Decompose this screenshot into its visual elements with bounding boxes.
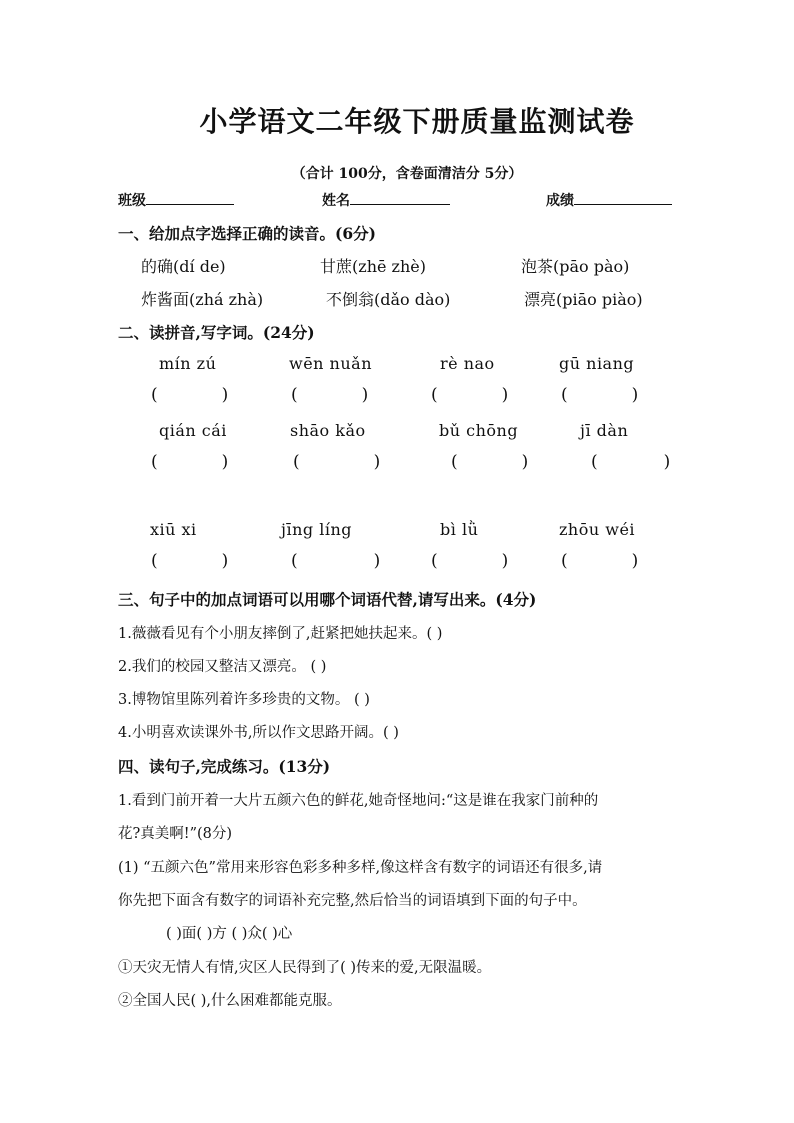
score-label: 成绩 — [546, 193, 574, 209]
answer-box-2[interactable]: ( ) — [291, 385, 369, 405]
s1-item-5 — [326, 287, 450, 310]
s1-word: 不倒翁 — [326, 290, 375, 309]
pinyin-2: wēn nuǎn — [289, 354, 373, 373]
pinyin-8: jī dàn — [580, 421, 629, 440]
s1-item-6 — [524, 287, 643, 310]
class-field[interactable] — [118, 190, 234, 210]
s4-question-1-line-1: 1.看到门前开着一大片五颜六色的鲜花,她奇怪地问:“这是谁在我家门前种的 — [118, 793, 599, 809]
page-title: 小学语文二年级下册质量监测试卷 — [199, 105, 635, 138]
s3-question-3: 3.博物馆里陈列着许多珍贵的文物。 ( ) — [118, 692, 370, 708]
section-2-heading: 二、读拼音,写字词。(24分) — [118, 323, 315, 342]
s1-options: (zhá zhà) — [189, 290, 264, 309]
s1-options: (dí de) — [173, 257, 226, 276]
section-3-heading: 三、句子中的加点词语可以用哪个词语代替,请写出来。(4分) — [118, 590, 537, 609]
answer-box-3[interactable]: ( ) — [431, 385, 509, 405]
s4-sub-question-1-line-1: (1) “五颜六色”常用来形容色彩多种多样,像这样含有数字的词语还有很多,请 — [118, 860, 603, 876]
s1-word: 漂亮 — [524, 290, 557, 309]
pinyin-12: zhōu wéi — [559, 520, 636, 539]
name-field[interactable] — [322, 190, 450, 210]
s1-options: (pāo pào) — [553, 257, 630, 276]
answer-box-5[interactable]: ( ) — [151, 452, 229, 472]
pinyin-4: gū niang — [559, 354, 635, 373]
s3-question-4: 4.小明喜欢读课外书,所以作文思路开阔。( ) — [118, 725, 399, 741]
answer-box-8[interactable]: ( ) — [591, 452, 671, 472]
pinyin-3: rè nao — [440, 354, 495, 373]
name-label: 姓名 — [322, 193, 350, 209]
section-1-heading: 一、给加点字选择正确的读音。(6分) — [118, 224, 376, 243]
name-blank[interactable] — [350, 190, 450, 205]
s1-options: (zhē zhè) — [352, 257, 426, 276]
answer-box-10[interactable]: ( ) — [291, 551, 381, 571]
s1-word: 甘蔗 — [320, 257, 353, 276]
pinyin-1: mín zú — [159, 354, 217, 373]
s1-item-3 — [521, 254, 629, 277]
pinyin-5: qián cái — [159, 421, 227, 440]
s1-word: 炸酱面 — [141, 290, 190, 309]
s3-question-1: 1.薇薇看见有个小朋友摔倒了,赶紧把她扶起来。( ) — [118, 626, 443, 642]
s1-word: 的确 — [141, 257, 174, 276]
answer-box-6[interactable]: ( ) — [293, 452, 381, 472]
score-field[interactable] — [546, 190, 672, 210]
answer-box-9[interactable]: ( ) — [151, 551, 229, 571]
s4-sentence-2: ②全国人民( ),什么困难都能克服。 — [118, 993, 342, 1009]
s1-item-2 — [320, 254, 426, 277]
s4-question-1-line-2: 花?真美啊!”(8分) — [118, 826, 233, 842]
s4-fill-words[interactable]: ( )面( )方 ( )众( )心 — [166, 926, 293, 942]
score-blank[interactable] — [574, 190, 672, 205]
pinyin-7: bǔ chōng — [439, 421, 519, 440]
s1-item-4 — [141, 287, 263, 310]
section-4-heading: 四、读句子,完成练习。(13分) — [118, 757, 331, 776]
class-blank[interactable] — [146, 190, 234, 205]
class-label: 班级 — [118, 193, 146, 209]
pinyin-9: xiū xi — [150, 520, 197, 539]
s3-question-2: 2.我们的校园又整洁又漂亮。 ( ) — [118, 659, 327, 675]
s1-options: (dǎo dào) — [374, 290, 451, 309]
s4-sub-question-1-line-2: 你先把下面含有数字的词语补充完整,然后恰当的词语填到下面的句子中。 — [118, 893, 587, 909]
answer-box-1[interactable]: ( ) — [151, 385, 229, 405]
answer-box-11[interactable]: ( ) — [431, 551, 509, 571]
pinyin-6: shāo kǎo — [290, 421, 366, 440]
s1-options: (piāo piào) — [556, 290, 643, 309]
answer-box-12[interactable]: ( ) — [561, 551, 639, 571]
answer-box-7[interactable]: ( ) — [451, 452, 529, 472]
s1-item-1 — [141, 254, 226, 277]
s4-sentence-1: ①天灾无情人有情,灾区人民得到了( )传来的爱,无限温暖。 — [118, 960, 492, 976]
page-subtitle: （合计 100分，含卷面清洁分 5分） — [291, 166, 523, 182]
pinyin-10: jīng líng — [281, 520, 352, 539]
pinyin-11: bì lǜ — [440, 520, 479, 539]
answer-box-4[interactable]: ( ) — [561, 385, 639, 405]
s1-word: 泡茶 — [521, 257, 554, 276]
